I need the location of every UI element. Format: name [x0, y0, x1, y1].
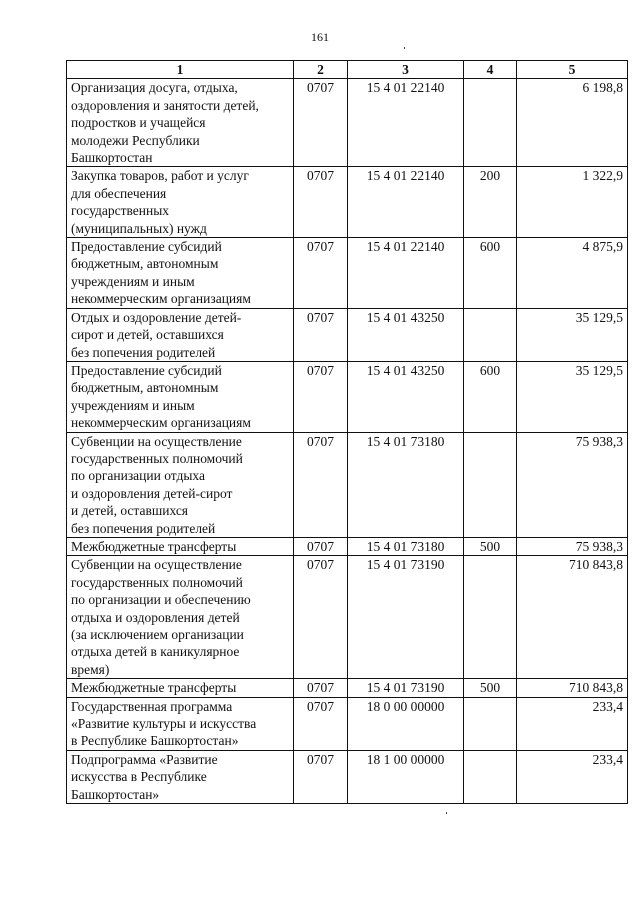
row-target-article-cell: 15 4 01 22140: [348, 167, 464, 238]
page-number: 161: [311, 30, 329, 44]
row-expense-type-cell: 600: [464, 238, 517, 309]
row-expense-type-cell: [464, 556, 517, 679]
table-header-row: [67, 61, 628, 79]
column-header-5: 5: [517, 61, 628, 79]
table-row: [67, 238, 628, 309]
row-target-article-cell: 15 4 01 73190: [348, 679, 464, 697]
row-target-article-cell: 15 4 01 22140: [348, 79, 464, 167]
row-section-cell: 0707: [294, 556, 348, 679]
row-expense-type-cell: [464, 308, 517, 361]
scan-speck: [404, 47, 405, 49]
table-row: [67, 432, 628, 537]
row-amount-cell: 4 875,9: [517, 238, 628, 309]
row-amount-cell: 233,4: [517, 697, 628, 750]
table-row: [67, 308, 628, 361]
table-row: [67, 537, 628, 555]
table-row: [67, 361, 628, 432]
row-amount-cell: 6 198,8: [517, 79, 628, 167]
column-header-4: 4: [464, 61, 517, 79]
column-header-1: 1: [67, 61, 294, 79]
row-target-article-cell: 15 4 01 73190: [348, 556, 464, 679]
row-name-cell: Государственная программа «Развитие культуры и искусства в Республике Башкортостан»: [67, 697, 294, 750]
row-expense-type-cell: 200: [464, 167, 517, 238]
row-amount-cell: 75 938,3: [517, 432, 628, 537]
row-amount-cell: 1 322,9: [517, 167, 628, 238]
row-target-article-cell: 15 4 01 43250: [348, 361, 464, 432]
row-expense-type-cell: 600: [464, 361, 517, 432]
table-row: [67, 679, 628, 697]
row-section-cell: 0707: [294, 697, 348, 750]
table-row: [67, 556, 628, 679]
row-name-cell: Отдых и оздоровление детей- сирот и детей, оставшихся без попечения родителей: [67, 308, 294, 361]
row-section-cell: 0707: [294, 238, 348, 309]
row-section-cell: 0707: [294, 432, 348, 537]
row-expense-type-cell: [464, 697, 517, 750]
row-name-cell: Подпрограмма «Развитие искусства в Республике Башкортостан»: [67, 750, 294, 803]
row-name-cell: Межбюджетные трансферты: [67, 537, 294, 555]
row-section-cell: 0707: [294, 750, 348, 803]
row-target-article-cell: 15 4 01 73180: [348, 537, 464, 555]
row-section-cell: 0707: [294, 167, 348, 238]
row-target-article-cell: 18 1 00 00000: [348, 750, 464, 803]
scan-speck: [446, 812, 447, 814]
row-amount-cell: 710 843,8: [517, 556, 628, 679]
row-amount-cell: 233,4: [517, 750, 628, 803]
table-row: [67, 79, 628, 167]
row-name-cell: Закупка товаров, работ и услуг для обеспечения государственных (муниципальных) нужд: [67, 167, 294, 238]
table-row: [67, 750, 628, 803]
budget-table: [66, 60, 628, 804]
row-name-cell: Предоставление субсидий бюджетным, автономным учреждениям и иным некоммерческим организациям: [67, 361, 294, 432]
row-name-cell: Субвенции на осуществление государственных полномочий по организации и обеспечению отдыха и оздоровления детей (за исключением организации отдыха детей в каникулярное время): [67, 556, 294, 679]
row-amount-cell: 75 938,3: [517, 537, 628, 555]
row-expense-type-cell: 500: [464, 537, 517, 555]
row-amount-cell: 35 129,5: [517, 308, 628, 361]
row-section-cell: 0707: [294, 679, 348, 697]
table-row: [67, 697, 628, 750]
row-section-cell: 0707: [294, 537, 348, 555]
row-name-cell: Организация досуга, отдыха, оздоровления и занятости детей, подростков и учащейся молодежи Республики Башкортостан: [67, 79, 294, 167]
table-row: [67, 167, 628, 238]
row-target-article-cell: 15 4 01 22140: [348, 238, 464, 309]
row-section-cell: 0707: [294, 361, 348, 432]
row-expense-type-cell: [464, 79, 517, 167]
row-name-cell: Межбюджетные трансферты: [67, 679, 294, 697]
row-section-cell: 0707: [294, 79, 348, 167]
row-amount-cell: 35 129,5: [517, 361, 628, 432]
row-target-article-cell: 15 4 01 43250: [348, 308, 464, 361]
row-name-cell: Субвенции на осуществление государственных полномочий по организации отдыха и оздоровления детей-сирот и детей, оставшихся без попечения родителей: [67, 432, 294, 537]
row-section-cell: 0707: [294, 308, 348, 361]
column-header-3: 3: [348, 61, 464, 79]
column-header-2: 2: [294, 61, 348, 79]
row-amount-cell: 710 843,8: [517, 679, 628, 697]
row-expense-type-cell: 500: [464, 679, 517, 697]
row-name-cell: Предоставление субсидий бюджетным, автономным учреждениям и иным некоммерческим организациям: [67, 238, 294, 309]
row-target-article-cell: 15 4 01 73180: [348, 432, 464, 537]
row-expense-type-cell: [464, 750, 517, 803]
row-target-article-cell: 18 0 00 00000: [348, 697, 464, 750]
row-expense-type-cell: [464, 432, 517, 537]
